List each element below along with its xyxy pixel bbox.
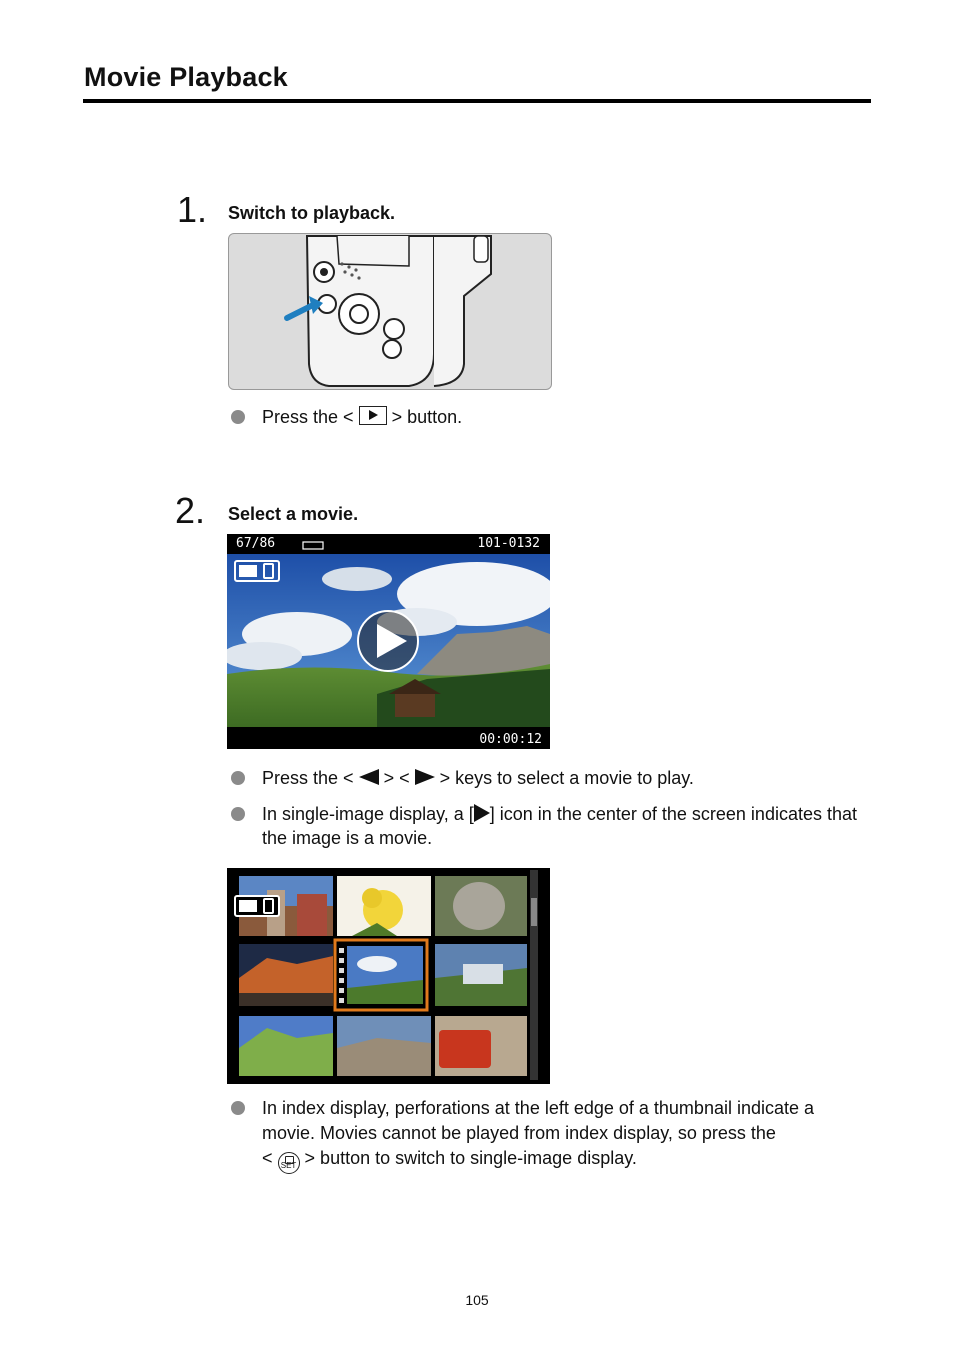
single-image-screen	[227, 534, 550, 749]
left-arrow-key-icon	[359, 769, 379, 785]
page-title: Movie Playback	[84, 62, 288, 92]
step-1-bullet: Press the < > button.	[262, 407, 463, 427]
step-2-bullet-3: In index display, perforations at the left edge of a thumbnail indicate a movie. Movies cannot be played from index display, so press the < SET > button to switch to single-image display.	[262, 1096, 872, 1174]
playback-button-icon	[359, 406, 387, 425]
movie-play-icon	[474, 804, 490, 822]
step-2-bullet-1: Press the < > < > keys to select a movie to play.	[262, 768, 694, 788]
title-rule	[83, 99, 871, 103]
step-1-heading: Switch to playback.	[228, 203, 396, 223]
step-1-number: 1.	[177, 189, 208, 230]
index-display-screen	[227, 868, 550, 1084]
step-2-number: 2.	[175, 490, 206, 531]
bullet-dot	[231, 410, 245, 424]
page-number: 105	[465, 1292, 489, 1308]
step-2-bullet-2: In single-image display, a [ ] icon in the center of the screen indicates that the image is a movie.	[262, 804, 857, 848]
bullet-dot	[231, 1101, 245, 1115]
set-button-icon: SET	[278, 1152, 300, 1174]
frame-count: 67/86	[236, 536, 276, 551]
step-2-heading: Select a movie.	[228, 504, 359, 524]
bullet-dot	[231, 807, 245, 821]
duration: 00:00:12	[479, 732, 542, 747]
file-number: 101-0132	[477, 536, 540, 551]
right-arrow-key-icon	[415, 769, 435, 785]
bullet-dot	[231, 771, 245, 785]
camera-illustration	[228, 233, 552, 390]
